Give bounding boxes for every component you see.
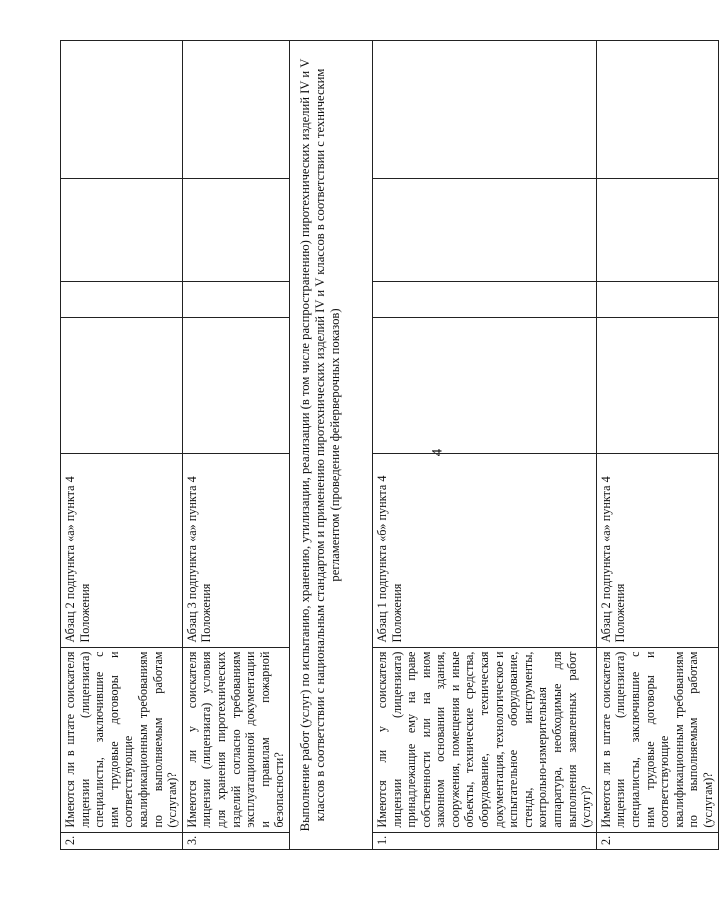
checklist-table (60, 40, 719, 850)
empty-cell (372, 179, 596, 282)
empty-cell (596, 179, 718, 282)
empty-cell (61, 179, 183, 282)
empty-cell (372, 282, 596, 318)
table-row (182, 41, 289, 850)
table-row (596, 41, 718, 850)
empty-cell (182, 318, 289, 454)
empty-cell (182, 179, 289, 282)
empty-cell (596, 41, 718, 179)
table-row (61, 41, 183, 850)
page-number: 4 (429, 448, 446, 457)
section-title: Выполнение работ (услуг) по испытанию, хранению, утилизации, реализации (в том числе распространению) пиротехнических изделий IV и V классов в соответствии с национальным стандартом и применению пиротехнических изделий IV и V классов в соответствии с техническим регламентом (проведение фейерверочных показов) (289, 41, 372, 850)
row-number: 1. (372, 832, 596, 849)
question-cell: Имеются ли в штате соискателя лицензии (лицензиата) специалисты, заключившие с ним трудовые договоры и соответствующие квалификационным требованиям по выполняемым работам (услугам)? (61, 647, 183, 832)
empty-cell (596, 318, 718, 454)
empty-cell (372, 318, 596, 454)
rotated-page-content (60, 40, 715, 850)
empty-cell (61, 41, 183, 179)
empty-cell (596, 282, 718, 318)
empty-cell (182, 282, 289, 318)
row-number: 2. (61, 832, 183, 849)
empty-cell (61, 318, 183, 454)
row-number: 3. (182, 832, 289, 849)
section-header-row (289, 41, 372, 850)
empty-cell (182, 41, 289, 179)
reference-cell: Абзац 2 подпункта «а» пункта 4 Положения (61, 454, 183, 647)
reference-cell: Абзац 3 подпункта «а» пункта 4 Положения (182, 454, 289, 647)
empty-cell (372, 41, 596, 179)
table-row (372, 41, 596, 850)
empty-cell (61, 282, 183, 318)
reference-cell: Абзац 2 подпункта «а» пункта 4 Положения (596, 454, 718, 647)
row-number: 2. (596, 832, 718, 849)
reference-cell: Абзац 1 подпункта «б» пункта 4 Положения (372, 454, 596, 647)
question-cell: Имеются ли у соискателя лицензии (лицензиата) условия для хранения пиротехнических изделий согласно требованиям эксплуатационной документации и правилам пожарной безопасности? (182, 647, 289, 832)
question-cell: Имеются ли у соискателя лицензии (лицензиата) принадлежащие ему на праве собственности или на ином законном основании здания, сооружения, помещения и иные объекты, технические средства, оборудование, техническая документация, технологическое и испытательное оборудование, стенды, инструменты, контрольно-измерительная аппаратура, необходимые для выполнения заявленных работ (услуг)? (372, 647, 596, 832)
question-cell: Имеются ли в штате соискателя лицензии (лицензиата) специалисты, заключившие с ним трудовые договоры и соответствующие квалификационным требованиям по выполняемым работам (услугам)? (596, 647, 718, 832)
